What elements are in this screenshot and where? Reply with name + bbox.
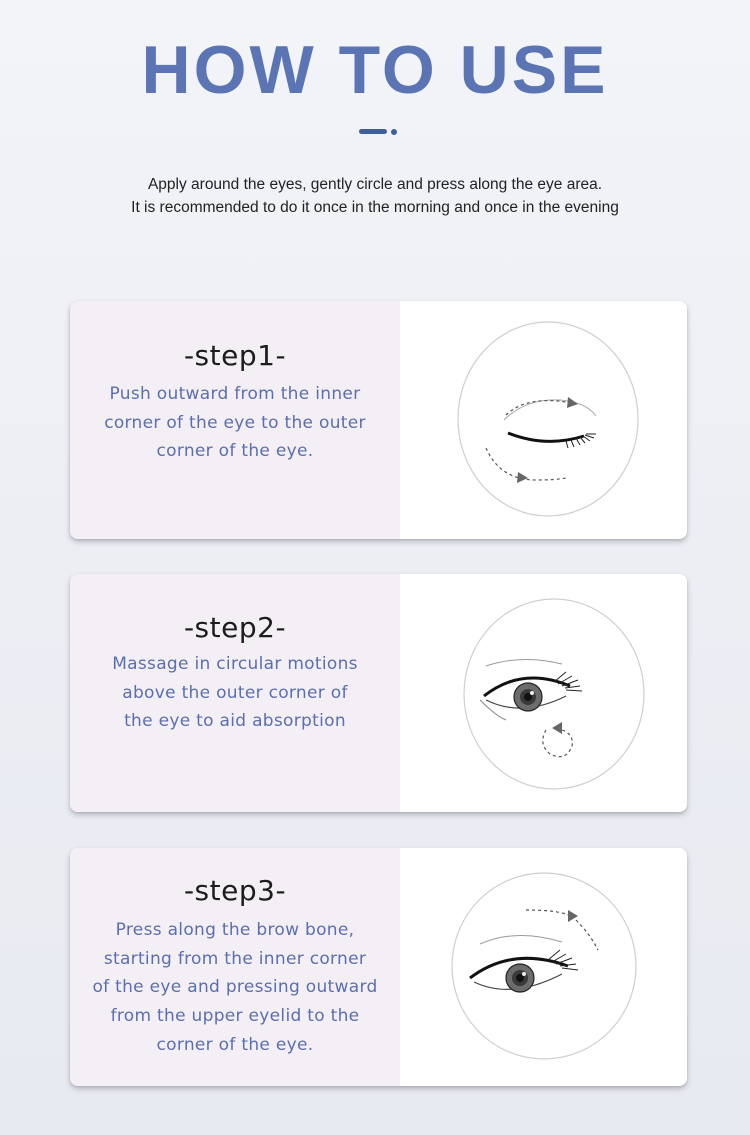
intro-text bbox=[0, 173, 750, 219]
step-card-2 bbox=[70, 574, 687, 812]
step-1-line: Push outward from the inner bbox=[109, 384, 361, 404]
title-divider bbox=[359, 128, 401, 136]
step-3-text-panel bbox=[70, 848, 400, 1086]
step-card-3 bbox=[70, 848, 687, 1086]
step-2-title: -step2- bbox=[183, 611, 287, 644]
page-title: HOW TO USE bbox=[141, 32, 609, 108]
step-1-text-panel bbox=[70, 301, 400, 539]
divider-dot bbox=[391, 129, 397, 135]
step-2-description bbox=[70, 650, 400, 736]
step-1-line: corner of the eye to the outer bbox=[104, 412, 366, 433]
step-3-line: from the upper eyelid to the bbox=[110, 1006, 360, 1027]
step-1-line: corner of the eye. bbox=[156, 441, 314, 462]
step-3-line: corner of the eye. bbox=[156, 1034, 314, 1055]
step-3-image-panel bbox=[400, 848, 687, 1086]
step-3-line: starting from the inner corner bbox=[103, 948, 367, 969]
eye-circular-arrow-icon bbox=[462, 596, 646, 792]
step-2-line: Massage in circular motions bbox=[112, 654, 358, 674]
step-2-line: the eye to aid absorption bbox=[124, 711, 346, 732]
step-1-description bbox=[70, 380, 400, 466]
step-1-title: -step1- bbox=[183, 339, 287, 372]
closed-eye-arrows-icon bbox=[456, 320, 640, 518]
intro-line: It is recommended to do it once in the morning and once in the evening bbox=[131, 199, 619, 216]
step-3-description bbox=[70, 916, 400, 1060]
divider-bar bbox=[359, 129, 387, 134]
step-3-line: Press along the brow bone, bbox=[115, 920, 355, 940]
eye-brow-arrow-icon bbox=[450, 870, 638, 1062]
step-2-line: above the outer corner of bbox=[122, 682, 348, 703]
step-3-line: of the eye and pressing outward bbox=[92, 977, 378, 998]
step-1-image-panel bbox=[400, 301, 687, 539]
step-3-title: -step3- bbox=[183, 874, 287, 907]
step-card-1 bbox=[70, 301, 687, 539]
step-2-text-panel bbox=[70, 574, 400, 812]
intro-line: Apply around the eyes, gently circle and press along the eye area. bbox=[147, 176, 603, 193]
step-2-image-panel bbox=[400, 574, 687, 812]
